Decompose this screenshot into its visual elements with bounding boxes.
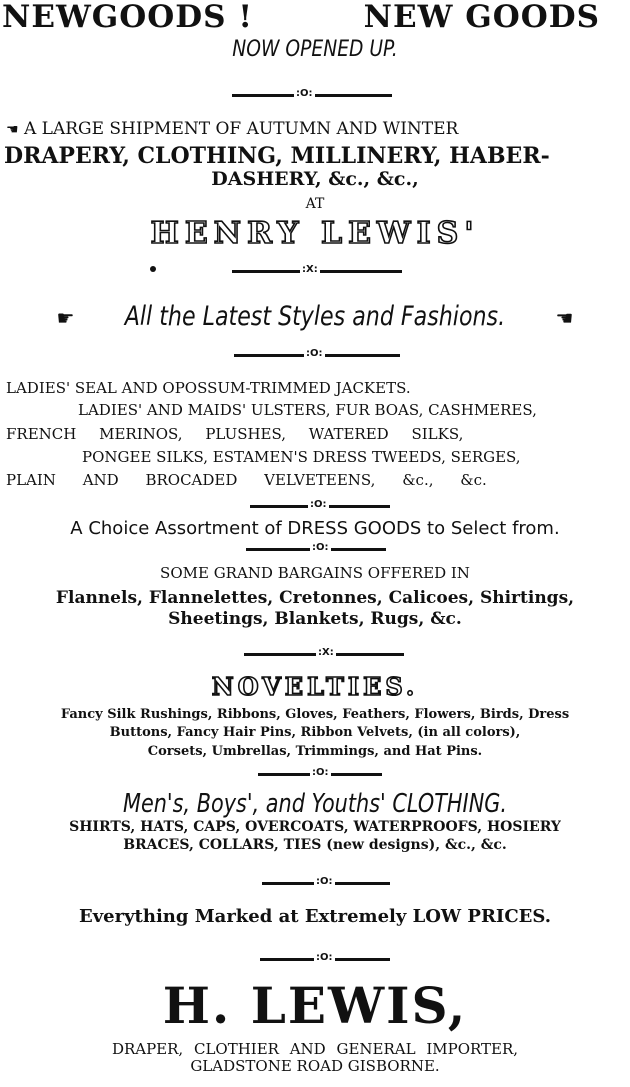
choice-line: A Choice Assortment of DRESS GOODS to Select from.	[70, 518, 560, 539]
items-line3: FRENCH MERINOS, PLUSHES, WATERED SILKS,	[6, 425, 464, 443]
mens-line2: BRACES, COLLARS, TIES (new designs), &c., &c.	[123, 837, 507, 853]
headline-sub: NOW OPENED UP.	[232, 37, 398, 62]
novelties-line1: Fancy Silk Rushings, Ribbons, Gloves, Feathers, Flowers, Birds, Dress	[60, 707, 570, 722]
items-line4: PONGEE SILKS, ESTAMEN'S DRESS TWEEDS, SERGES,	[82, 448, 521, 466]
shipment-line2-text: DRAPERY, CLOTHING, MILLINERY, HABER-	[4, 143, 550, 169]
pointing-hand-icon-right: ☚	[555, 306, 574, 330]
novelties-line2: Buttons, Fancy Hair Pins, Ribbon Velvets, (in all colors),	[109, 725, 521, 740]
shipment-line2	[4, 143, 626, 169]
bargains-line3: Sheetings, Blankets, Rugs, &c.	[168, 609, 462, 629]
bargains-line1: SOME GRAND BARGAINS OFFERED IN	[160, 564, 470, 582]
headline-right: NEW GOODS	[363, 0, 600, 35]
headline-left-new: NEW	[2, 0, 92, 35]
pointing-hand-icon: ☚	[6, 122, 19, 138]
shipment-line3: DASHERY, &c., &c.,	[211, 168, 419, 190]
separator-label: :O:	[306, 348, 323, 359]
separator-label: :O:	[310, 499, 327, 510]
items-line2: LADIES' AND MAIDS' ULSTERS, FUR BOAS, CASHMERES,	[78, 401, 537, 419]
items-line5: PLAIN AND BROCADED VELVETEENS, &c., &c.	[6, 471, 487, 489]
bargains-line2: Flannels, Flannelettes, Cretonnes, Calicoes, Shirtings,	[55, 588, 575, 608]
separator-label: :O:	[312, 542, 329, 553]
store-name: HENRY LEWIS'	[150, 216, 480, 251]
separator-label: :O:	[316, 876, 333, 887]
separator-label: :O:	[316, 952, 333, 963]
headline-left	[2, 0, 253, 34]
shipment-line1-text: A LARGE SHIPMENT OF AUTUMN AND WINTER	[23, 119, 459, 139]
mens-line1: SHIRTS, HATS, CAPS, OVERCOATS, WATERPROOFS, HOSIERY	[69, 819, 561, 835]
footer-name: H. LEWIS,	[162, 976, 468, 1035]
novelties-line3: Corsets, Umbrellas, Trimmings, and Hat Pins.	[147, 744, 483, 759]
separator-label: :X:	[318, 647, 334, 658]
mens-title: Men's, Boys', and Youths' CLOTHING.	[123, 789, 507, 819]
shipment-line4: AT	[305, 196, 325, 212]
pointing-hand-icon: ☛	[56, 306, 75, 330]
items-line1	[6, 378, 524, 398]
shipment-line1	[6, 118, 606, 141]
bullet-dot	[150, 266, 156, 272]
headline-left-goods: GOODS !	[91, 0, 253, 35]
latest-styles-text: All the Latest Styles and Fashions.	[124, 301, 506, 332]
latest-styles	[0, 300, 630, 335]
separator-label: :X:	[302, 264, 318, 275]
footer-line2: GLADSTONE ROAD GISBORNE.	[190, 1057, 440, 1075]
separator-label: :O:	[296, 88, 313, 99]
headline	[0, 0, 630, 34]
separator-label: :O:	[312, 767, 329, 778]
footer-line1: DRAPER, CLOTHIER AND GENERAL IMPORTER,	[111, 1040, 519, 1058]
items-line1-text: LADIES' SEAL AND OPOSSUM-TRIMMED JACKETS.	[6, 379, 411, 397]
prices-line: Everything Marked at Extremely LOW PRICES.	[78, 906, 551, 927]
novelties-title: NOVELTIES.	[211, 672, 419, 701]
